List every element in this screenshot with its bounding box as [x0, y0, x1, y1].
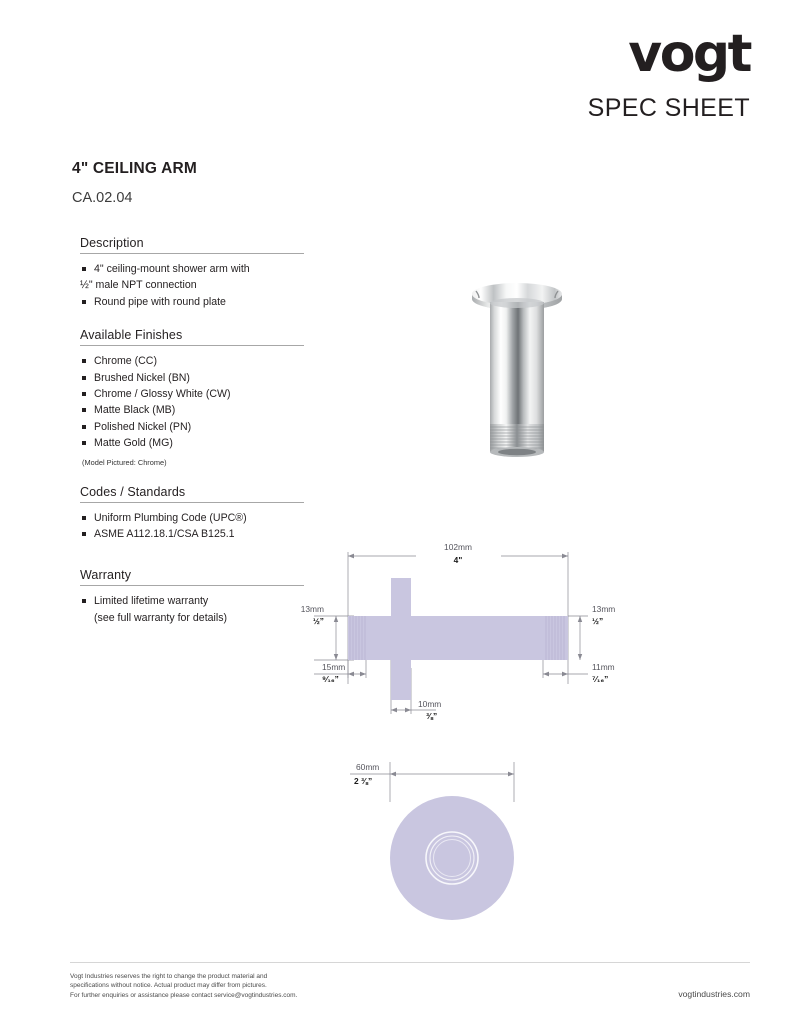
list-item: ASME A112.18.1/CSA B125.1: [80, 526, 304, 542]
codes-heading: Codes / Standards: [80, 485, 304, 503]
diameter-mm: 60mm: [356, 762, 380, 772]
product-photo: [432, 272, 602, 462]
warranty-heading: Warranty: [80, 568, 304, 586]
section-codes-standards: [72, 485, 304, 543]
arrow-thread-right-b: [562, 672, 568, 677]
list-item: Chrome (CC): [80, 353, 304, 369]
list-item: ½" male NPT connection: [80, 279, 197, 292]
list-item: 4" ceiling-mount shower arm with: [80, 261, 304, 277]
right-thread-mm: 11mm: [592, 662, 615, 672]
section-description: [72, 236, 304, 310]
footer-website[interactable]: vogtindustries.com: [678, 989, 750, 999]
document-header: [330, 24, 750, 123]
list-item: Matte Gold (MG): [80, 435, 304, 451]
footer-legal-line-1: Vogt Industries reserves the right to change the product material and: [70, 972, 268, 980]
product-title: 4" CEILING ARM: [72, 160, 197, 177]
list-item: Uniform Plumbing Code (UPC®): [80, 510, 304, 526]
arrow-dia-left: [390, 772, 396, 777]
right-height-mm: 13mm: [592, 604, 616, 614]
codes-list: [80, 510, 304, 543]
description-heading: Description: [80, 236, 304, 254]
left-content-column: [72, 160, 304, 644]
arrow-thread-right-a: [543, 672, 549, 677]
left-height-mm: 13mm: [300, 604, 324, 614]
list-item: Round pipe with round plate: [80, 294, 304, 310]
model-pictured-note: (Model Pictured: Chrome): [82, 457, 167, 467]
list-item: Matte Black (MB): [80, 402, 304, 418]
arrow-thread-left-a: [348, 672, 354, 677]
pipe-top-shadow: [490, 298, 544, 308]
pipe-profile: [348, 616, 568, 660]
footer-legal-line-2: specifications without notice. Actual product may differ from pictures.: [70, 982, 267, 990]
warranty-list: [80, 593, 304, 626]
footer-legal-line-3: For further enquiries or assistance please contact service@vogtindustries.com.: [70, 991, 298, 999]
arrow-plate-b: [405, 708, 411, 713]
ceiling-arm-render: [432, 272, 602, 462]
bottom-view-svg: [320, 752, 570, 937]
product-code: CA.02.04: [72, 190, 133, 206]
arrow-plate-a: [391, 708, 397, 713]
vogt-logo: vogt: [628, 24, 750, 84]
mounting-plate-profile: [391, 578, 411, 700]
list-item: [80, 593, 304, 626]
side-view-svg: [296, 538, 636, 738]
arrow-dia-right: [508, 772, 514, 777]
plate-thickness-mm: 10mm: [418, 699, 442, 709]
pipe-body: [490, 302, 544, 424]
overall-dim-in: 4": [453, 555, 463, 565]
plate-outer-circle: [390, 796, 514, 920]
finishes-heading: Available Finishes: [80, 328, 304, 346]
arrow-up-right: [578, 616, 582, 622]
left-thread-mm: 15mm: [322, 662, 346, 672]
plate-thickness-in: ⅜”: [426, 711, 438, 721]
diameter-in: 2 ⅜”: [354, 776, 373, 786]
section-warranty: [72, 568, 304, 626]
warranty-line-2: (see full warranty for details): [94, 611, 228, 624]
pipe-bore: [498, 449, 536, 455]
arrow-down-left: [334, 654, 338, 660]
arrow-thread-left-b: [360, 672, 366, 677]
left-thread-in: ⁹⁄₁₆”: [322, 674, 339, 684]
list-item: Polished Nickel (PN): [80, 419, 304, 435]
description-list: [80, 261, 304, 310]
technical-drawing-bottom-view: [320, 752, 570, 937]
document-footer: [70, 962, 750, 1000]
spec-sheet-title: SPEC SHEET: [587, 94, 750, 122]
section-available-finishes: [72, 328, 304, 466]
arrow-down-right: [578, 654, 582, 660]
right-height-dim: [568, 616, 588, 660]
arrow-left: [348, 554, 354, 559]
right-thread-in: ⁷⁄₁₆”: [592, 674, 609, 684]
list-item: Brushed Nickel (BN): [80, 370, 304, 386]
technical-drawing-side-view: [296, 538, 636, 738]
warranty-line-1: Limited lifetime warranty: [94, 595, 209, 608]
left-height-in: ½”: [312, 616, 324, 626]
right-thread-hatch: [546, 616, 564, 660]
arrow-up-left: [334, 616, 338, 622]
list-item: Chrome / Glossy White (CW): [80, 386, 304, 402]
arrow-right: [562, 554, 568, 559]
finishes-list: [80, 353, 304, 451]
overall-dim-mm: 102mm: [444, 542, 472, 552]
right-height-in: ½”: [592, 616, 604, 626]
footer-legal-text: [70, 972, 297, 1000]
